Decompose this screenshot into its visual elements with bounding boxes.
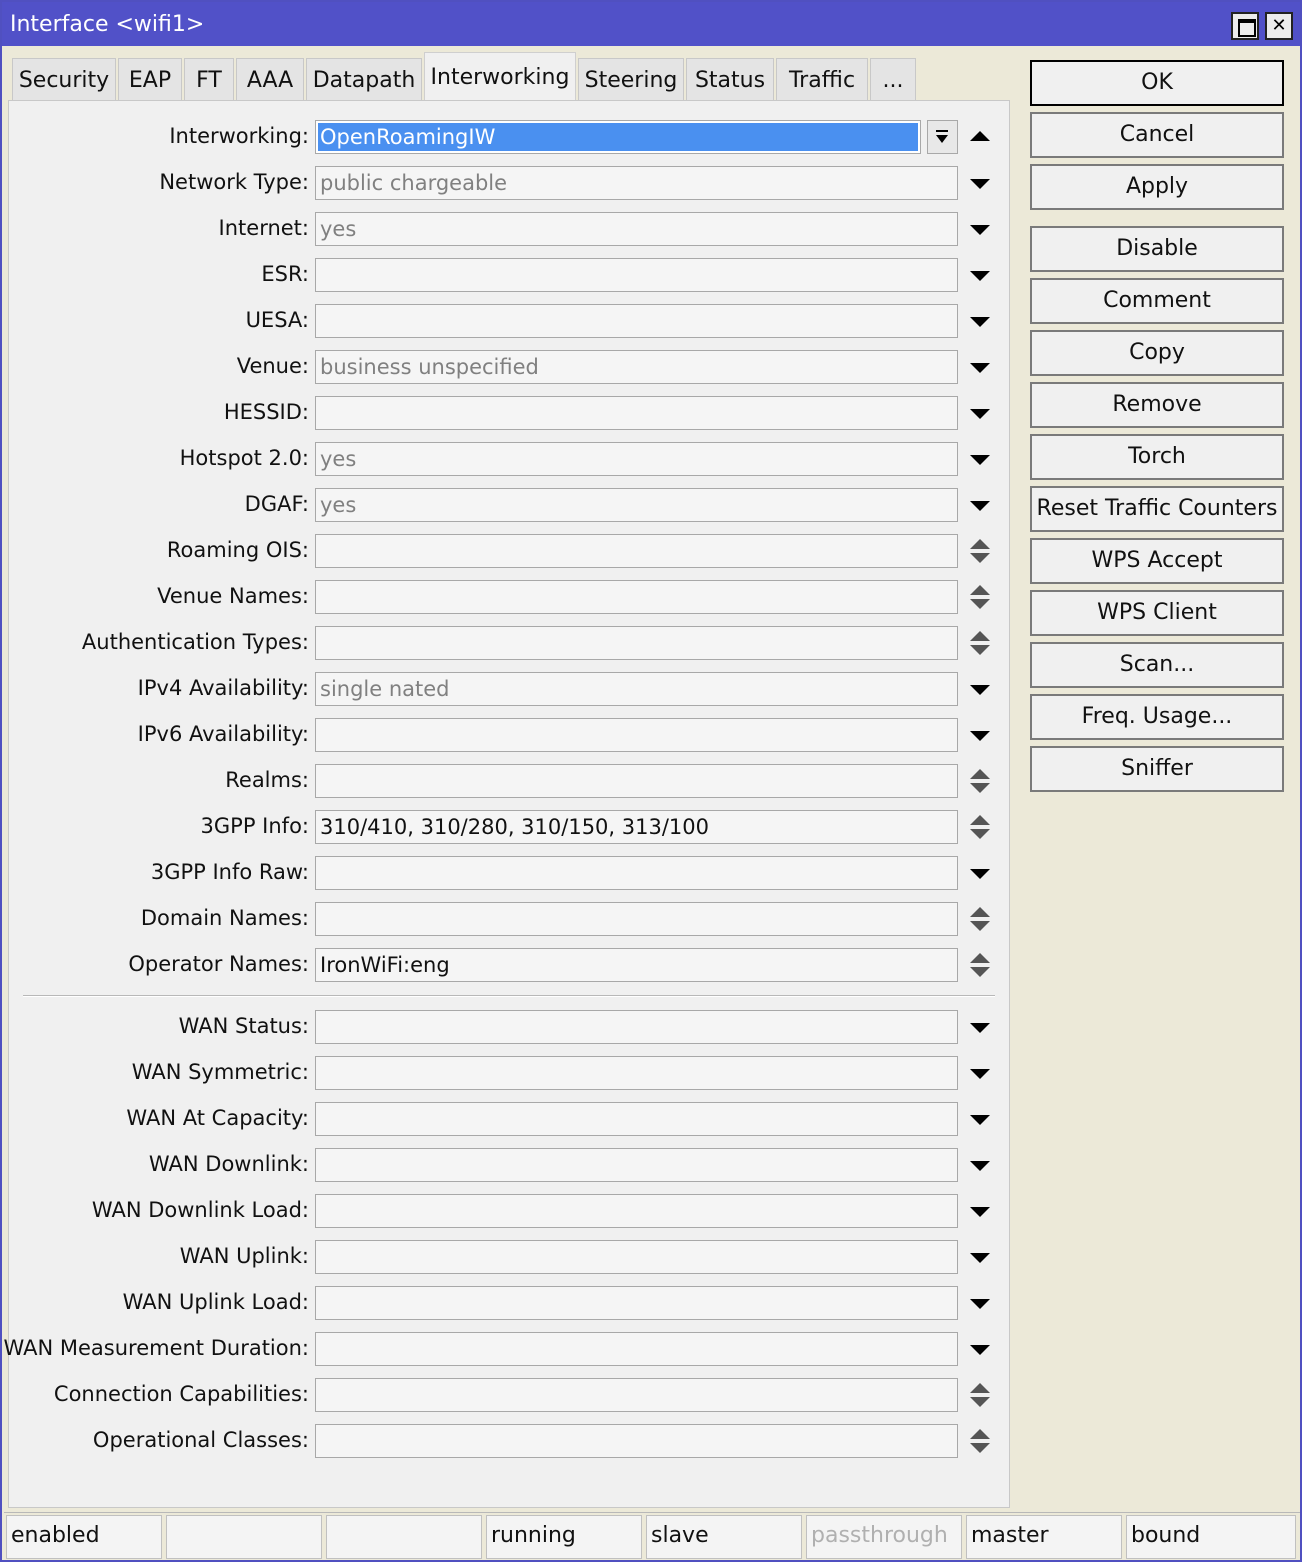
label-ipv6-availability: IPv6 Availability:	[137, 722, 309, 746]
row-domain-names	[9, 902, 1009, 938]
network-type-field[interactable]: public chargeable	[315, 166, 958, 200]
label-esr: ESR:	[261, 262, 309, 286]
status-master: master	[966, 1515, 1122, 1559]
add-remove-icon[interactable]	[967, 764, 993, 798]
freq-usage-button[interactable]: Freq. Usage...	[1030, 694, 1284, 740]
row-3gpp-info-raw	[9, 856, 1009, 892]
label-wan-status: WAN Status:	[178, 1014, 309, 1038]
label-wan-downlink-load: WAN Downlink Load:	[91, 1198, 309, 1222]
status-slave: slave	[646, 1515, 802, 1559]
status-bar	[4, 1512, 1300, 1560]
row-realms	[9, 764, 1009, 800]
row-uesa	[9, 304, 1009, 340]
tab-datapath[interactable]: Datapath	[306, 58, 422, 101]
interworking-select[interactable]	[315, 120, 921, 154]
wan-uplink-load-field[interactable]	[315, 1286, 958, 1320]
dgaf-field[interactable]: yes	[315, 488, 958, 522]
tab-more[interactable]: ...	[870, 58, 916, 101]
row-dgaf	[9, 488, 1009, 524]
row-connection-capabilities	[9, 1378, 1009, 1414]
add-remove-icon[interactable]	[967, 580, 993, 614]
label-roaming-ois: Roaming OIS:	[166, 538, 309, 562]
expand-down-icon[interactable]	[967, 1194, 993, 1228]
row-wan-status	[9, 1010, 1009, 1046]
hotspot20-field[interactable]: yes	[315, 442, 958, 476]
expand-down-icon[interactable]	[967, 1102, 993, 1136]
expand-down-icon[interactable]	[967, 1056, 993, 1090]
tab-traffic[interactable]: Traffic	[776, 58, 868, 101]
auth-types-field[interactable]	[315, 626, 958, 660]
tab-security[interactable]: Security	[12, 58, 116, 101]
label-venue: Venue:	[236, 354, 309, 378]
torch-button[interactable]: Torch	[1030, 434, 1284, 480]
add-remove-icon[interactable]	[967, 1378, 993, 1412]
realms-field[interactable]	[315, 764, 958, 798]
expand-down-icon[interactable]	[967, 1010, 993, 1044]
3gpp-info-raw-field[interactable]	[315, 856, 958, 890]
tab-aaa[interactable]: AAA	[236, 58, 304, 101]
connection-capabilities-field[interactable]	[315, 1378, 958, 1412]
label-internet: Internet:	[218, 216, 309, 240]
comment-button[interactable]: Comment	[1030, 278, 1284, 324]
expand-down-icon[interactable]	[967, 350, 993, 384]
copy-button[interactable]: Copy	[1030, 330, 1284, 376]
interworking-panel	[3, 100, 1010, 1508]
wan-at-capacity-field[interactable]	[315, 1102, 958, 1136]
ok-button[interactable]: OK	[1030, 60, 1284, 106]
label-operator-names: Operator Names:	[128, 952, 309, 976]
label-connection-capabilities: Connection Capabilities:	[53, 1382, 309, 1406]
expand-down-icon[interactable]	[967, 672, 993, 706]
venue-field[interactable]: business unspecified	[315, 350, 958, 384]
wan-downlink-load-field[interactable]	[315, 1194, 958, 1228]
collapse-up-icon[interactable]	[967, 120, 993, 154]
label-wan-uplink: WAN Uplink:	[179, 1244, 309, 1268]
label-auth-types: Authentication Types:	[81, 630, 309, 654]
expand-down-icon[interactable]	[967, 212, 993, 246]
row-wan-uplink	[9, 1240, 1009, 1276]
label-3gpp-info: 3GPP Info:	[200, 814, 309, 838]
label-wan-downlink: WAN Downlink:	[148, 1152, 309, 1176]
label-hotspot20: Hotspot 2.0:	[179, 446, 309, 470]
label-wan-uplink-load: WAN Uplink Load:	[122, 1290, 309, 1314]
add-remove-icon[interactable]	[967, 626, 993, 660]
row-ipv4-availability	[9, 672, 1009, 708]
wps-client-button[interactable]: WPS Client	[1030, 590, 1284, 636]
wan-measurement-duration-field[interactable]	[315, 1332, 958, 1366]
row-operational-classes	[9, 1424, 1009, 1460]
expand-down-icon[interactable]	[967, 396, 993, 430]
row-auth-types	[9, 626, 1009, 662]
expand-down-icon[interactable]	[967, 1332, 993, 1366]
row-internet	[9, 212, 1009, 248]
ipv6-availability-field[interactable]	[315, 718, 958, 752]
add-remove-icon[interactable]	[967, 810, 993, 844]
expand-down-icon[interactable]	[967, 304, 993, 338]
ipv4-availability-field[interactable]: single nated	[315, 672, 958, 706]
expand-down-icon[interactable]	[967, 258, 993, 292]
row-venue-names	[9, 580, 1009, 616]
status-passthrough: passthrough	[806, 1515, 962, 1559]
domain-names-field[interactable]	[315, 902, 958, 936]
label-uesa: UESA:	[245, 308, 309, 332]
label-realms: Realms:	[225, 768, 309, 792]
operator-names-field[interactable]: IronWiFi:eng	[315, 948, 958, 982]
esr-field[interactable]	[315, 258, 958, 292]
label-domain-names: Domain Names:	[140, 906, 309, 930]
cancel-button[interactable]: Cancel	[1030, 112, 1284, 158]
roaming-ois-field[interactable]	[315, 534, 958, 568]
wps-accept-button[interactable]: WPS Accept	[1030, 538, 1284, 584]
row-operator-names	[9, 948, 1009, 984]
row-wan-measurement-duration	[3, 1332, 1009, 1368]
wan-uplink-field[interactable]	[315, 1240, 958, 1274]
section-divider	[23, 995, 995, 997]
add-remove-icon[interactable]	[967, 1424, 993, 1458]
venue-names-field[interactable]	[315, 580, 958, 614]
status-enabled: enabled	[6, 1515, 162, 1559]
row-esr	[9, 258, 1009, 294]
apply-button[interactable]: Apply	[1030, 164, 1284, 210]
row-wan-symmetric	[9, 1056, 1009, 1092]
row-wan-downlink	[9, 1148, 1009, 1184]
label-wan-measurement-duration: WAN Measurement Duration:	[3, 1336, 309, 1360]
add-remove-icon[interactable]	[967, 948, 993, 982]
remove-button[interactable]: Remove	[1030, 382, 1284, 428]
expand-down-icon[interactable]	[967, 1286, 993, 1320]
close-icon[interactable]: ✕	[1265, 12, 1293, 40]
3gpp-info-field[interactable]: 310/410, 310/280, 310/150, 313/100	[315, 810, 958, 844]
status-bound: bound	[1126, 1515, 1296, 1559]
status-cell-2	[166, 1515, 322, 1559]
dropdown-icon[interactable]	[927, 120, 958, 154]
label-wan-symmetric: WAN Symmetric:	[131, 1060, 309, 1084]
tab-eap[interactable]: EAP	[118, 58, 182, 101]
label-hessid: HESSID:	[223, 400, 309, 424]
operational-classes-field[interactable]	[315, 1424, 958, 1458]
expand-down-icon[interactable]	[967, 166, 993, 200]
row-network-type	[9, 166, 1009, 202]
wan-downlink-field[interactable]	[315, 1148, 958, 1182]
expand-down-icon[interactable]	[967, 718, 993, 752]
status-cell-3	[326, 1515, 482, 1559]
row-interworking	[9, 120, 1009, 156]
expand-down-icon[interactable]	[967, 856, 993, 890]
label-operational-classes: Operational Classes:	[92, 1428, 309, 1452]
window-title: Interface <wifi1>	[10, 12, 205, 37]
internet-field[interactable]: yes	[315, 212, 958, 246]
sniffer-button[interactable]: Sniffer	[1030, 746, 1284, 792]
tab-status[interactable]: Status	[686, 58, 774, 101]
row-venue	[9, 350, 1009, 386]
maximize-icon[interactable]	[1231, 12, 1259, 40]
tab-steering[interactable]: Steering	[578, 58, 684, 101]
tab-interworking[interactable]: Interworking	[424, 52, 576, 100]
disable-button[interactable]: Disable	[1030, 226, 1284, 272]
status-running: running	[486, 1515, 642, 1559]
label-interworking: Interworking:	[169, 124, 309, 148]
label-3gpp-info-raw: 3GPP Info Raw:	[150, 860, 309, 884]
label-dgaf: DGAF:	[244, 492, 309, 516]
hessid-field[interactable]	[315, 396, 958, 430]
interworking-value: OpenRoamingIW	[318, 123, 918, 151]
wan-status-field[interactable]	[315, 1010, 958, 1044]
wan-symmetric-field[interactable]	[315, 1056, 958, 1090]
row-wan-uplink-load	[9, 1286, 1009, 1322]
row-hotspot20	[9, 442, 1009, 478]
label-ipv4-availability: IPv4 Availability:	[137, 676, 309, 700]
expand-down-icon[interactable]	[967, 488, 993, 522]
expand-down-icon[interactable]	[967, 1148, 993, 1182]
label-wan-at-capacity: WAN At Capacity:	[126, 1106, 309, 1130]
tab-ft[interactable]: FT	[184, 58, 234, 101]
reset-traffic-counters-button[interactable]: Reset Traffic Counters	[1030, 486, 1284, 532]
label-network-type: Network Type:	[159, 170, 309, 194]
row-hessid	[9, 396, 1009, 432]
scan-button[interactable]: Scan...	[1030, 642, 1284, 688]
row-roaming-ois	[9, 534, 1009, 570]
title-bar[interactable]	[2, 2, 1300, 46]
row-wan-at-capacity	[9, 1102, 1009, 1138]
label-venue-names: Venue Names:	[157, 584, 309, 608]
expand-down-icon[interactable]	[967, 1240, 993, 1274]
expand-down-icon[interactable]	[967, 442, 993, 476]
add-remove-icon[interactable]	[967, 902, 993, 936]
add-remove-icon[interactable]	[967, 534, 993, 568]
uesa-field[interactable]	[315, 304, 958, 338]
row-3gpp-info	[9, 810, 1009, 846]
row-ipv6-availability	[9, 718, 1009, 754]
row-wan-downlink-load	[9, 1194, 1009, 1230]
